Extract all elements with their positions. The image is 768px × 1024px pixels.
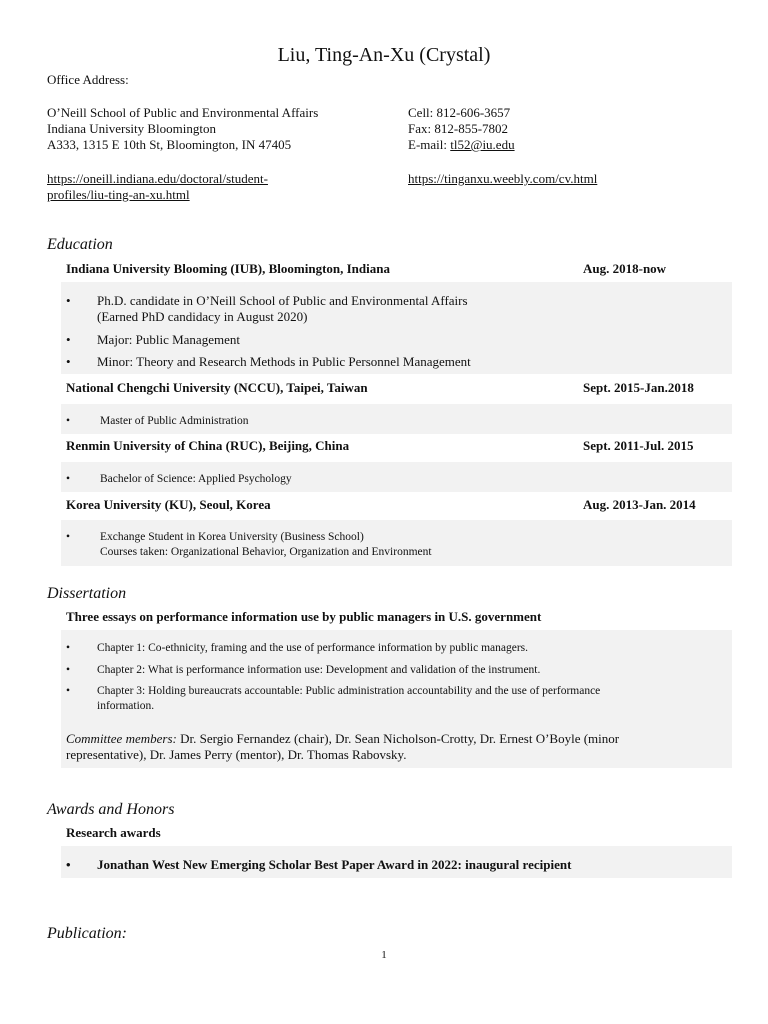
website-link[interactable]: https://tinganxu.weebly.com/cv.html [408,171,598,186]
date-ruc: Sept. 2011-Jul. 2015 [583,438,694,453]
chapter-2: Chapter 2: What is performance information use: Development and validation of the instrument. [97,664,541,676]
address-line-2: Indiana University Bloomington [47,121,216,136]
iub-major: Major: Public Management [97,332,240,347]
dissertation-title: Three essays on performance information use by public managers in U.S. government [66,609,542,624]
email-label: E-mail: [408,137,451,152]
date-nccu: Sept. 2015-Jan.2018 [583,380,694,395]
chapter-1: Chapter 1: Co-ethnicity, framing and the use of performance information by public managers. [97,642,529,654]
bullet: • [66,354,71,369]
school-iub: Indiana University Blooming (IUB), Bloomington, Indiana [66,261,390,276]
iub-phd-candidate: Ph.D. candidate in O’Neill School of Public and Environmental Affairs [97,293,468,308]
committee-label: Committee members: [66,731,177,746]
publication-heading: Publication: [47,925,127,942]
bullet: • [66,857,71,872]
bullet: • [66,642,71,654]
bullet: • [66,473,71,485]
profile-link-line-1[interactable]: https://oneill.indiana.edu/doctoral/student- [47,171,268,186]
school-ruc: Renmin University of China (RUC), Beijing, China [66,438,350,453]
ruc-degree: Bachelor of Science: Applied Psychology [100,473,292,485]
page-number: 1 [381,949,387,961]
awards-heading: Awards and Honors [47,801,175,818]
committee-line-1 [66,731,619,747]
nccu-degree: Master of Public Administration [100,415,249,427]
profile-link-line-2[interactable]: profiles/liu-ting-an-xu.html [47,187,190,202]
bullet: • [66,293,71,308]
iub-candidacy: (Earned PhD candidacy in August 2020) [97,309,308,324]
fax-number: Fax: 812-855-7802 [408,121,509,136]
chapter-3: Chapter 3: Holding bureaucrats accountable: Public administration accountability and the use of performance [97,685,601,697]
date-iub: Aug. 2018-now [583,261,667,276]
iub-minor: Minor: Theory and Research Methods in Public Personnel Management [97,354,471,369]
school-nccu: National Chengchi University (NCCU), Taipei, Taiwan [66,380,368,395]
dissertation-heading: Dissertation [47,585,127,602]
bullet: • [66,664,71,676]
education-heading: Education [47,236,113,253]
chapter-3-continued: information. [97,700,155,712]
address-line-1: O’Neill School of Public and Environmental Affairs [47,105,319,120]
cv-name: Liu, Ting-An-Xu (Crystal) [277,44,491,66]
ku-exchange: Exchange Student in Korea University (Business School) [100,531,364,543]
cell-phone: Cell: 812-606-3657 [408,105,511,120]
address-line-3: A333, 1315 E 10th St, Bloomington, IN 47405 [47,137,292,152]
research-awards-subheading: Research awards [66,825,161,840]
school-ku: Korea University (KU), Seoul, Korea [66,497,271,512]
bullet: • [66,332,71,347]
bullet: • [66,415,71,427]
committee-members: Dr. Sergio Fernandez (chair), Dr. Sean Nicholson-Crotty, Dr. Ernest O’Boyle (minor [176,731,620,746]
date-ku: Aug. 2013-Jan. 2014 [583,497,696,512]
ku-courses: Courses taken: Organizational Behavior, Organization and Environment [100,546,432,558]
bullet: • [66,531,71,543]
email-line [408,137,515,153]
office-address-label: Office Address: [47,72,129,87]
email-link[interactable]: tl52@iu.edu [450,137,515,152]
award-item: Jonathan West New Emerging Scholar Best Paper Award in 2022: inaugural recipient [97,857,572,872]
committee-line-2: representative), Dr. James Perry (mentor), Dr. Thomas Rabovsky. [66,747,407,762]
bullet: • [66,685,71,697]
